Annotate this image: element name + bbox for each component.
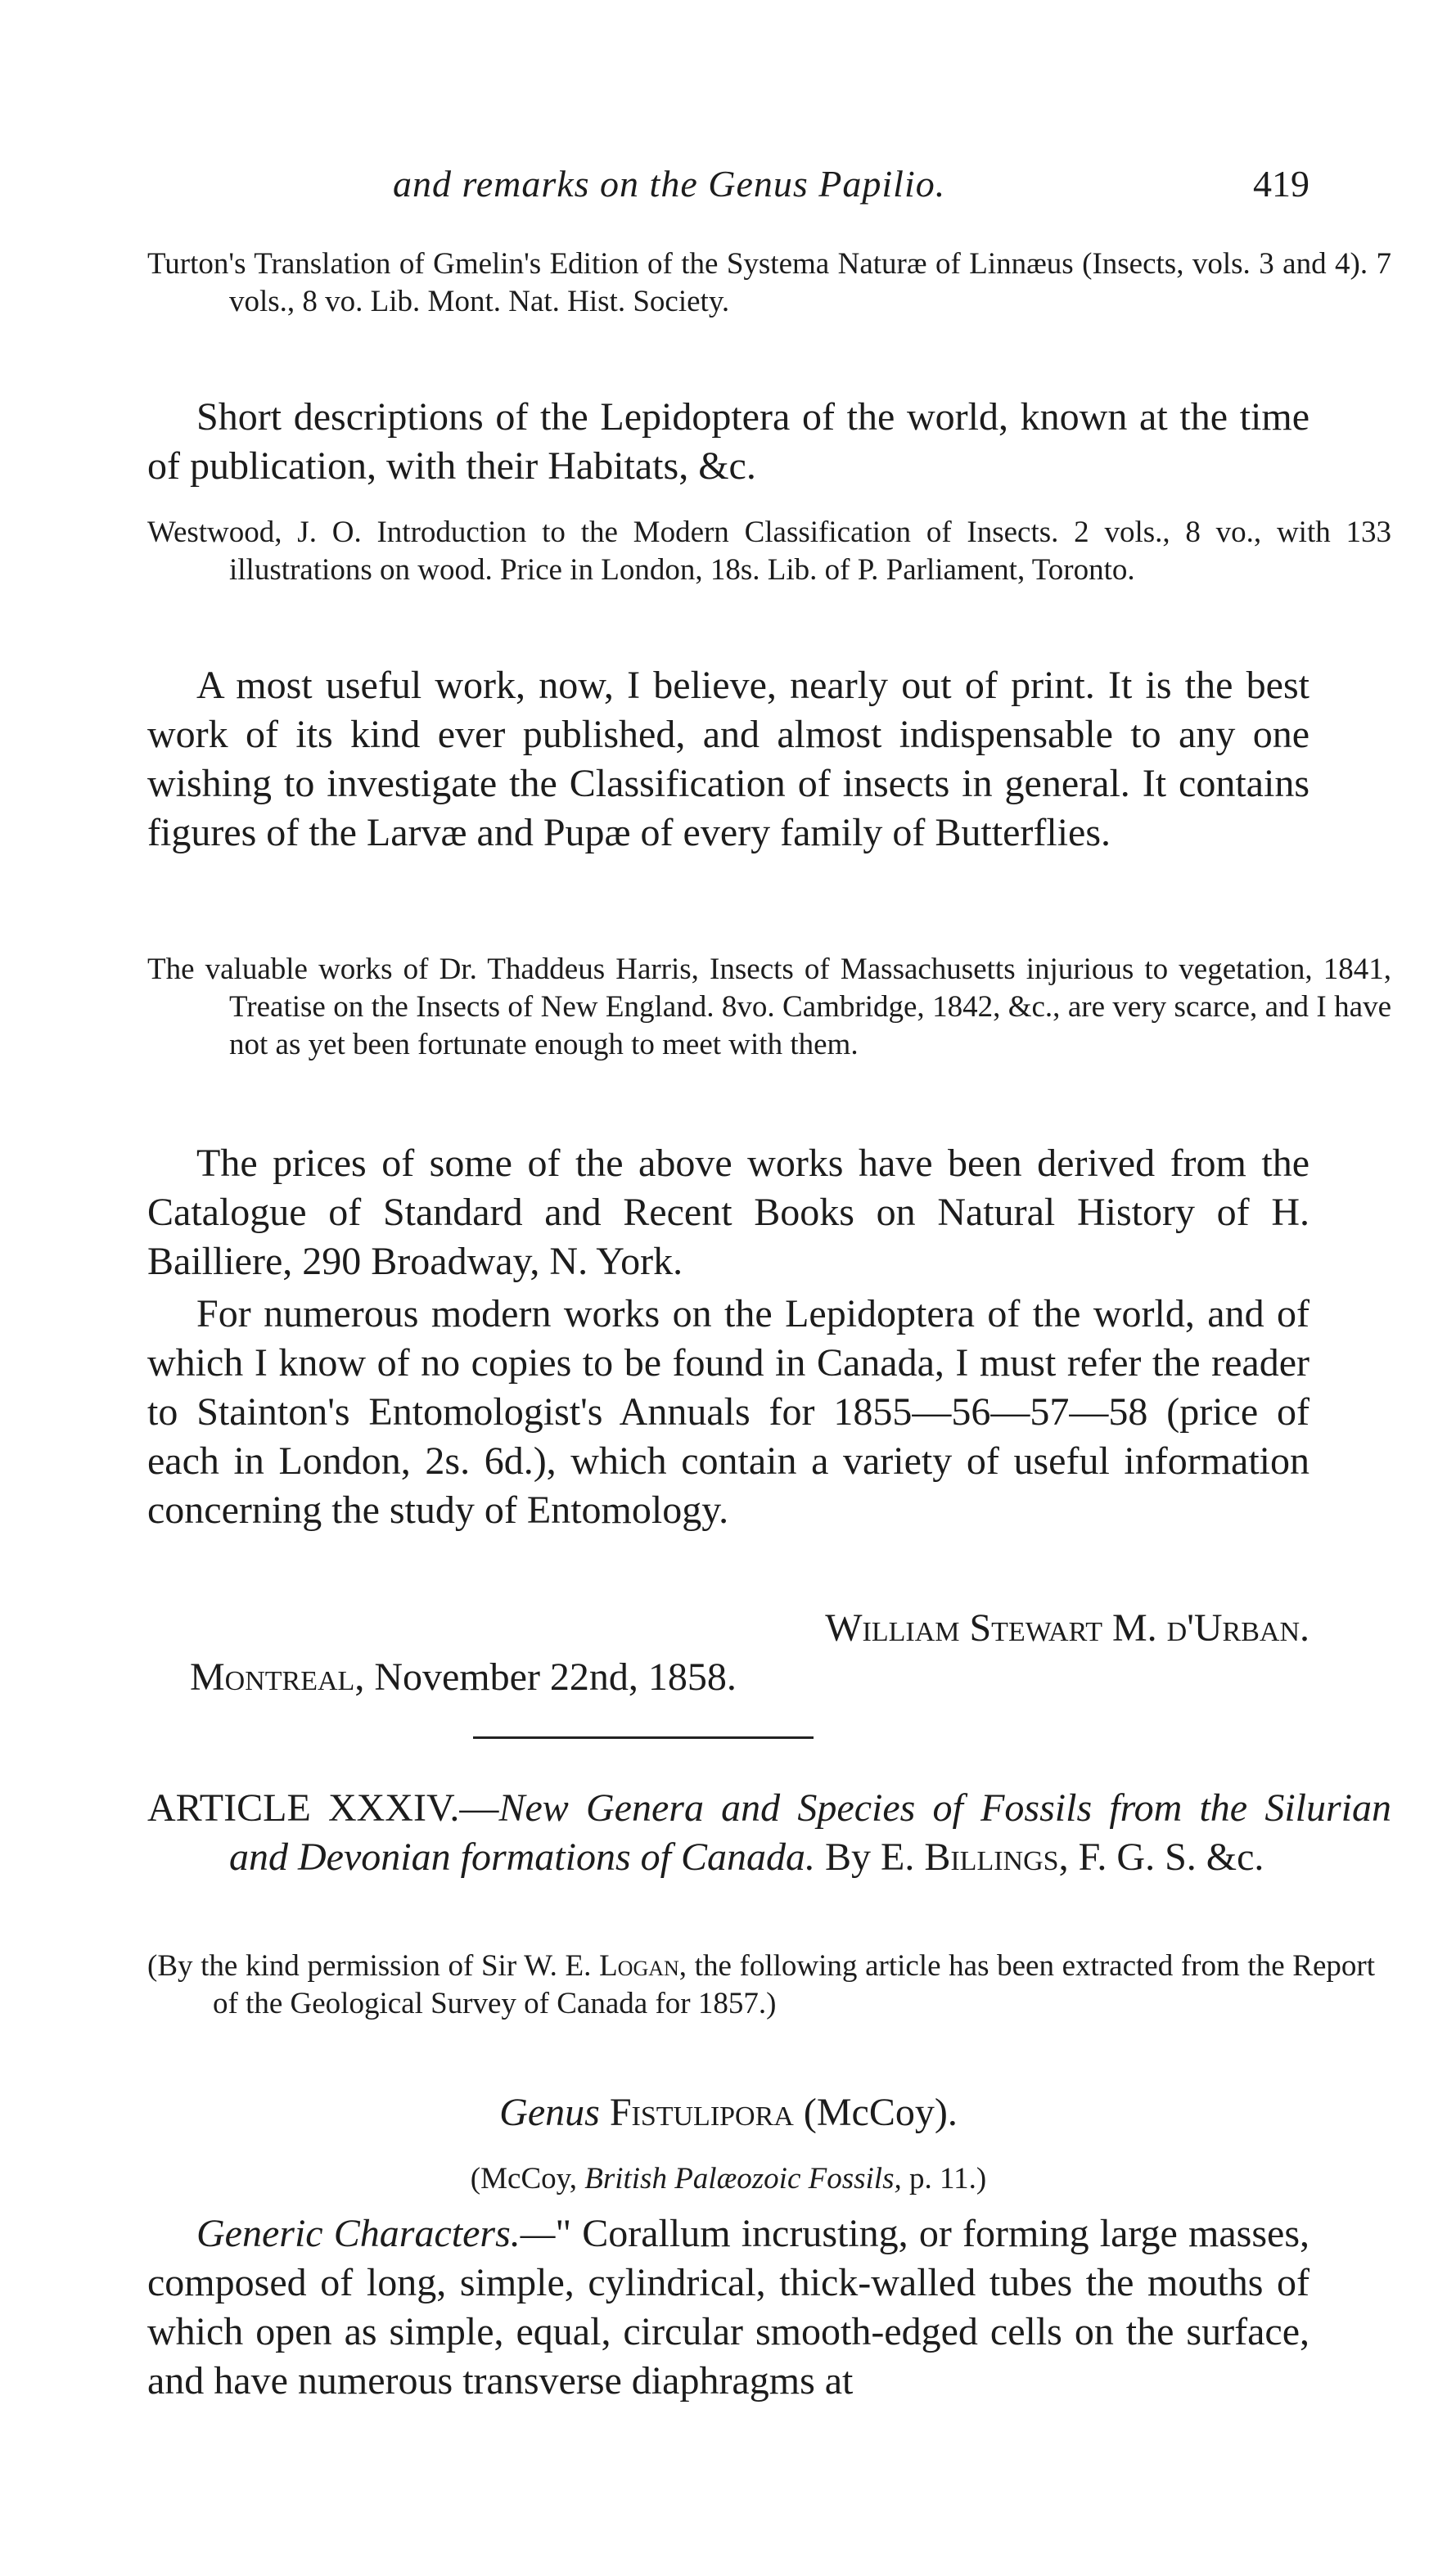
article-permission-note xyxy=(147,1948,1375,2023)
paragraph-numerous-works: For numerous modern works on the Lepidoptera of the world, and of which I know of no copies to be found in Canada, I must refer the reader to Stainton's Entomologist's Annuals for 1855—56—57—58 (price of each in London, 2s. 6d.), which contain a variety of useful information concerning the study of Entomology. xyxy=(147,1292,1310,1532)
page-header xyxy=(147,162,1310,219)
genus-word: Genus xyxy=(499,2091,600,2134)
page-number: 419 xyxy=(1253,163,1310,205)
bibliography-entry-turton: Turton's Translation of Gmelin's Edition of the Systema Naturæ of Linnæus (Insects, vols. 3 and 4). 7 vols., 8 vo. Lib. Mont. Nat. Hist. Society. xyxy=(147,247,1391,318)
genus-author: (McCoy). xyxy=(803,2091,958,2134)
ref-pre: (McCoy, xyxy=(470,2162,577,2195)
article-title: New Genera and Species of Fossils from the Silurian and Devonian formations of Canada. xyxy=(229,1786,1391,1879)
ref-title: British Palæozoic Fossils, xyxy=(584,2162,902,2195)
article-heading xyxy=(147,1784,1391,1882)
ref-post: p. 11.) xyxy=(908,2162,987,2195)
note-post: , the following article has been extracted from the Report of the Geological Survey of Canada for 1857.) xyxy=(213,1949,1375,2020)
note-name: Logan xyxy=(599,1949,679,1983)
signature-date: November 22nd, 1858. xyxy=(374,1655,737,1699)
section-divider xyxy=(473,1736,814,1739)
article-credentials: , F. G. S. &c. xyxy=(1058,1835,1264,1879)
description-westwood: A most useful work, now, I believe, nearly out of print. It is the best work of its kind ever published, and almost indispensable to any one wishing to investigate the Classification of insects in general. It contains figures of the Larvæ and Pupæ of every family of Butterflies. xyxy=(147,664,1310,854)
generic-characters-label: Generic Characters.— xyxy=(196,2212,556,2255)
generic-characters-text: " Corallum incrusting, or forming large masses, composed of long, simple, cylindrical, thick-walled tubes the mouths of which open as simple, equal, circular smooth-edged cells on the surface, and have numerous transverse diaphragms at xyxy=(147,2212,1310,2403)
signature-place: Montreal, xyxy=(190,1655,365,1699)
note-pre: (By the kind permission of Sir W. E. xyxy=(147,1949,592,1983)
article-author: Billings xyxy=(924,1835,1059,1879)
running-title: and remarks on the Genus Papilio. xyxy=(393,163,946,205)
note-harris: The valuable works of Dr. Thaddeus Harris, Insects of Massachusetts injurious to vegetation, 1841, Treatise on the Insects of New England. 8vo. Cambridge, 1842, &c., are very scarce, and I have not as yet been fortunate enough to meet with them. xyxy=(147,952,1391,1061)
article-label: ARTICLE XXXIV.— xyxy=(147,1786,499,1830)
genus-heading xyxy=(147,2088,1310,2137)
bibliography-entry-westwood: Westwood, J. O. Introduction to the Modern Classification of Insects. 2 vols., 8 vo., with 133 illustrations on wood. Price in London, 18s. Lib. of P. Parliament, Toronto. xyxy=(147,516,1391,587)
genus-name: Fistulipora xyxy=(609,2091,794,2134)
generic-characters-paragraph xyxy=(147,2209,1310,2406)
paragraph-prices: The prices of some of the above works have been derived from the Catalogue of Standard and Recent Books on Natural History of H. Bailliere, 290 Broadway, N. York. xyxy=(147,1142,1310,1283)
signature-place-date xyxy=(147,1653,1352,1702)
genus-reference xyxy=(147,2160,1310,2198)
article-by: By E. xyxy=(825,1835,915,1879)
description-turton: Short descriptions of the Lepidoptera of the world, known at the time of publication, with their Habitats, &c. xyxy=(147,395,1310,488)
signature-name: William Stewart M. d'Urban. xyxy=(825,1606,1310,1650)
